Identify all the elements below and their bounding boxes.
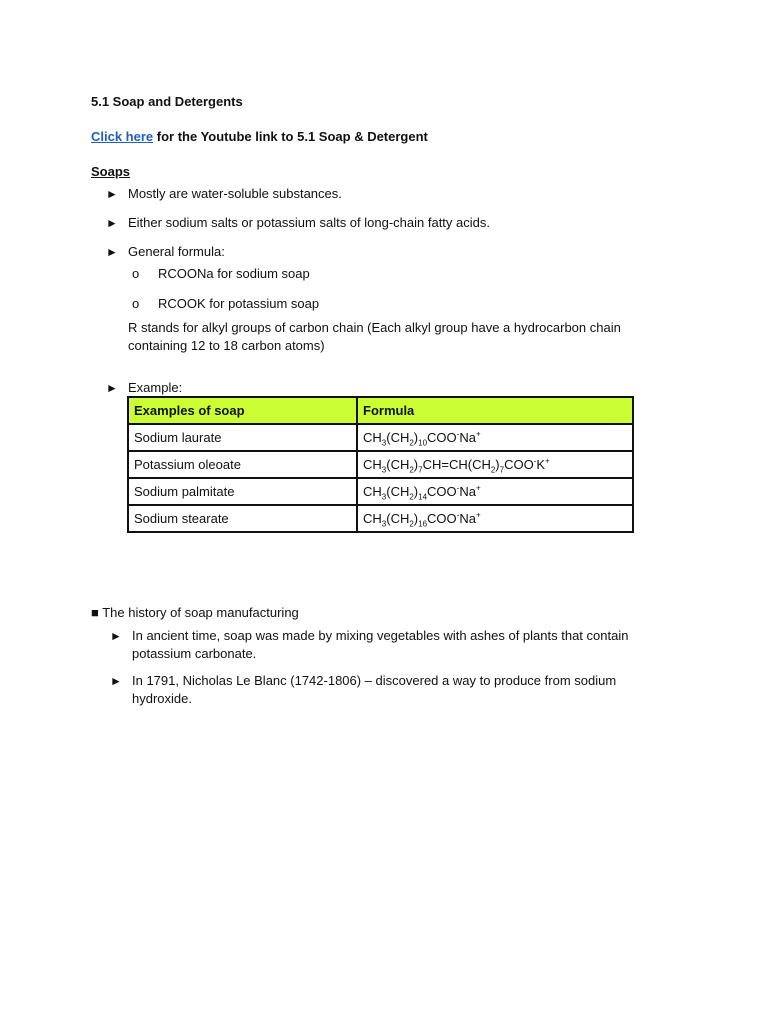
table-header-row: [128, 397, 633, 424]
list-item: ► General formula:: [106, 244, 225, 259]
arrow-right-icon: ►: [106, 245, 118, 259]
formula-cell: $CH_3(CH_2)_{16}COO^-Na^+$: [357, 505, 633, 532]
formula-cell: $CH_3(CH_2)_7CH=CH(CH_2)_7COO^-K^+$: [357, 451, 633, 478]
table-row: [128, 451, 633, 478]
arrow-right-icon: ►: [110, 674, 122, 688]
section-title-soaps: Soaps: [91, 164, 131, 179]
arrow-right-icon: ►: [110, 629, 122, 643]
list-item: ► Mostly are water-soluble substances.: [106, 186, 342, 201]
table-row: [128, 424, 633, 451]
column-header-examples: Examples of soap: [128, 397, 357, 424]
circle-bullet-icon: o: [132, 266, 140, 281]
soap-name-cell: Sodium palmitate: [128, 478, 357, 505]
column-header-formula: Formula: [357, 397, 633, 424]
table-row: [128, 478, 633, 505]
arrow-right-icon: ►: [106, 381, 118, 395]
arrow-right-icon: ►: [106, 216, 118, 230]
formula-cell: $CH_3(CH_2)_{10}COO^-Na^+$: [357, 424, 633, 451]
page-title: 5.1 Soap and Detergents: [91, 94, 243, 109]
list-item: ► In 1791, Nicholas Le Blanc (1742-1806) – discovered a way to produce from sodium: [110, 673, 617, 688]
youtube-link[interactable]: Click here: [91, 129, 154, 144]
sub-list-item: o RCOONa for sodium soap: [132, 266, 310, 281]
soap-examples-table: [127, 396, 634, 533]
list-item: ► In ancient time, soap was made by mixing vegetables with ashes of plants that contain: [110, 628, 629, 643]
section-title-history: ■ The history of soap manufacturing: [91, 605, 299, 620]
list-item: ► Either sodium salts or potassium salts of long-chain fatty acids.: [106, 215, 490, 230]
sub-list-item: o RCOOK for potassium soap: [132, 296, 320, 311]
formula-cell: $CH_3(CH_2)_{14}COO^-Na^+$: [357, 478, 633, 505]
youtube-link-description: for the Youtube link to 5.1 Soap & Detergent: [153, 129, 428, 144]
soap-name-cell: Potassium oleoate: [128, 451, 357, 478]
list-item-continuation: potassium carbonate.: [132, 646, 257, 661]
soap-name-cell: Sodium laurate: [128, 424, 357, 451]
list-item: ► Example:: [106, 380, 183, 395]
youtube-link-line: [91, 128, 428, 146]
r-note-line1: R stands for alkyl groups of carbon chain (Each alkyl group have a hydrocarbon chain: [128, 320, 621, 335]
table-row: [128, 505, 633, 532]
soap-name-cell: Sodium stearate: [128, 505, 357, 532]
arrow-right-icon: ►: [106, 187, 118, 201]
circle-bullet-icon: o: [132, 296, 140, 311]
list-item-continuation: hydroxide.: [132, 691, 192, 706]
r-note-line2: containing 12 to 18 carbon atoms): [128, 338, 325, 353]
